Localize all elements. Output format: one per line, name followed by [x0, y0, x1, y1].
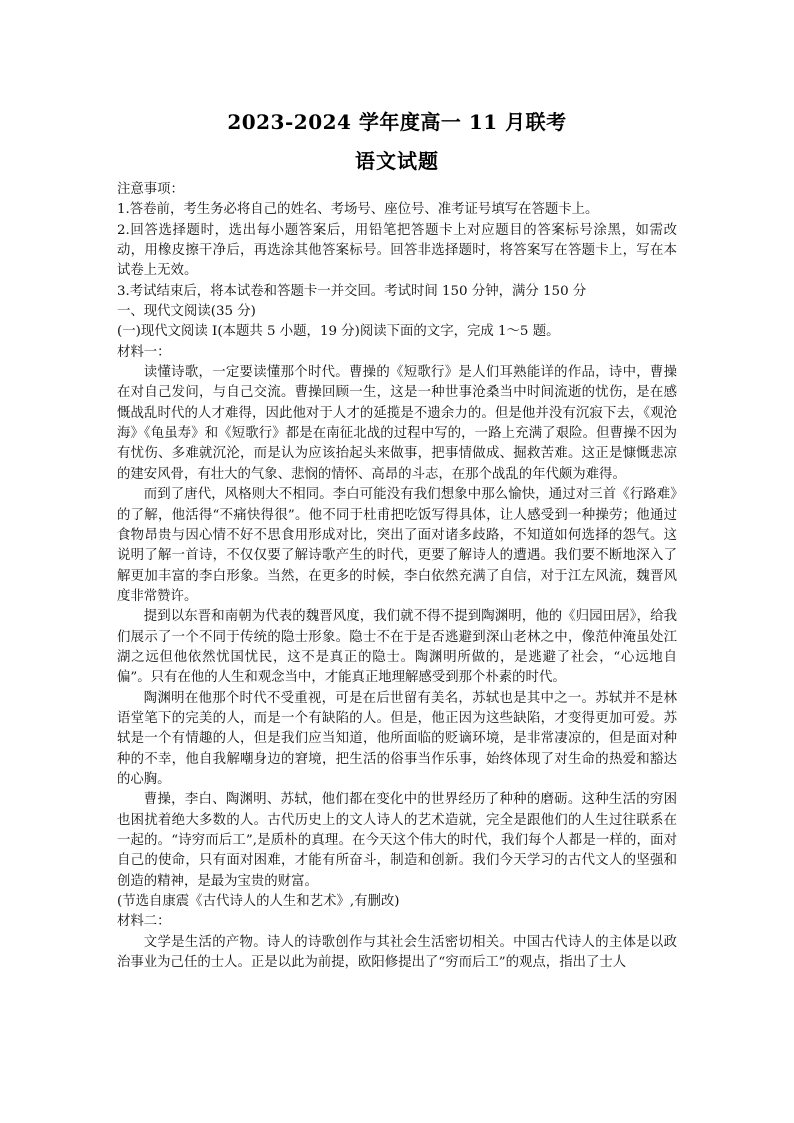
exam-title: 2023-2024 学年度高一 11 月联考 [227, 110, 567, 134]
material-one-paragraph: 提到以东晋和南朝为代表的魏晋风度，我们就不得不提到陶渊明，他的《归园田居》，给我们展示了一个不同于传统的隐士形象。隐士不在于是否逃避到深山老林之中，像范仲淹虽处江湖之远但他依然忧国忧民，这不是真正的隐士。陶渊明所做的，是逃避了社会，“心远地自偏”。只有在他的人生和观念当中，才能真正地理解感受到那个朴素的时代。 [117, 609, 677, 686]
material-two-label: 材料二： [117, 914, 171, 930]
exam-content [117, 180, 677, 973]
material-one-source: (节选自康震《古代诗人的人生和艺术》,有删改) [117, 894, 400, 910]
exam-subtitle: 语文试题 [355, 149, 439, 173]
material-one-paragraph: 读懂诗歌，一定要读懂那个时代。曹操的《短歌行》是人们耳熟能详的作品，诗中，曹操在对自己发问，与自己交流。曹操回顾一生，这是一种世事沧桑当中时间流逝的忧伤，是在感慨战乱时代的人才难得，因此他对于人才的延揽是不遗余力的。但是他并没有沉寂下去，《观沧海》《龟虽寿》和《短歌行》都是在南征北战的过程中写的，一路上充满了艰险。但曹操不因为有忧伤、多难就沉沦，而是认为应该抬起头来做事，把事情做成、掘救苦难。这正是慷慨悲凉的建安风骨，有壮大的气象、悲悯的情怀、高昂的斗志，在那个战乱的年代颇为难得。 [117, 365, 677, 482]
notice-heading: 注意事项： [117, 182, 184, 197]
notice-item-3: 3.考试结束后，将本试卷和答题卡一并交回。考试时间 150 分钟，满分 150 分 [117, 283, 587, 299]
material-one-paragraph: 曹操，李白、陶渊明、苏轼，他们都在变化中的世界经历了种种的磨砺。这种生活的穷困也困扰着绝大多数的人。古代历史上的文人诗人的艺术造就，完全是跟他们的人生过往联系在一起的。“诗穷而后工”,是质朴的真理。在今天这个伟大的时代，我们每个人都是一样的，面对自己的使命，只有面对困难，才能有所奋斗，制造和创新。我们今天学习的古代文人的坚强和创造的精神，是最为宝贵的财富。 [117, 792, 677, 889]
section-heading: 一、现代文阅读(35 分) [117, 304, 256, 320]
section-subheading: (一)现代文阅读 I(本题共 5 小题，19 分)阅读下面的文字，完成 1～5 题。 [117, 324, 560, 340]
material-one-paragraph: 而到了唐代，风格则大不相同。李白可能没有我们想象中那么愉快，通过对三首《行路难》的了解，他活得“不痛快得很”。他不同于杜甫把吃饭写得具体，让人感受到一种操劳；他通过食物昂贵与因心情不好不思食用形成对比，突出了面对诸多歧路，不知道如何选择的怨气。这说明了解一首诗，不仅仅要了解诗歌产生的时代，更要了解诗人的遭遇。我们要不断地深入了解更加丰富的李白形象。当然，在更多的时候，李白依然充满了自信，对于江左风流，魏晋风度非常赞许。 [117, 487, 677, 604]
material-one-label: 材料一： [117, 344, 171, 360]
material-two-paragraph: 文学是生活的产物。诗人的诗歌创作与其社会生活密切相关。中国古代诗人的主体是以政治事业为己任的士人。正是以此为前提，欧阳修提出了“穷而后工”的观点，指出了士人 [117, 934, 677, 971]
notice-item-1: 1.答卷前，考生务必将自己的姓名、考场号、座位号、准考证号填写在答题卡上。 [117, 202, 599, 218]
material-one-paragraph: 陶渊明在他那个时代不受重视，可是在后世留有美名，苏轼也是其中之一。苏轼并不是林语堂笔下的完美的人，而是一个有缺陷的人。但是，他正因为这些缺陷，才变得更加可爱。苏轼是一个有情趣的人，但是我们应当知道，他所面临的贬谪环境，是非常凄凉的，但是面对种种的不幸，他自我解嘲身边的窘境，把生活的俗事当作乐事，始终体现了对生命的热爱和豁达的心胸。 [117, 690, 677, 787]
notice-item-2: 2.回答选择题时，选出每小题答案后，用铅笔把答题卡上对应题目的答案标号涂黑，如需改动，用橡皮擦干净后，再选涂其他答案标号。回答非选择题时，将答案写在答题卡上，写在本试卷上无效。 [117, 222, 677, 279]
